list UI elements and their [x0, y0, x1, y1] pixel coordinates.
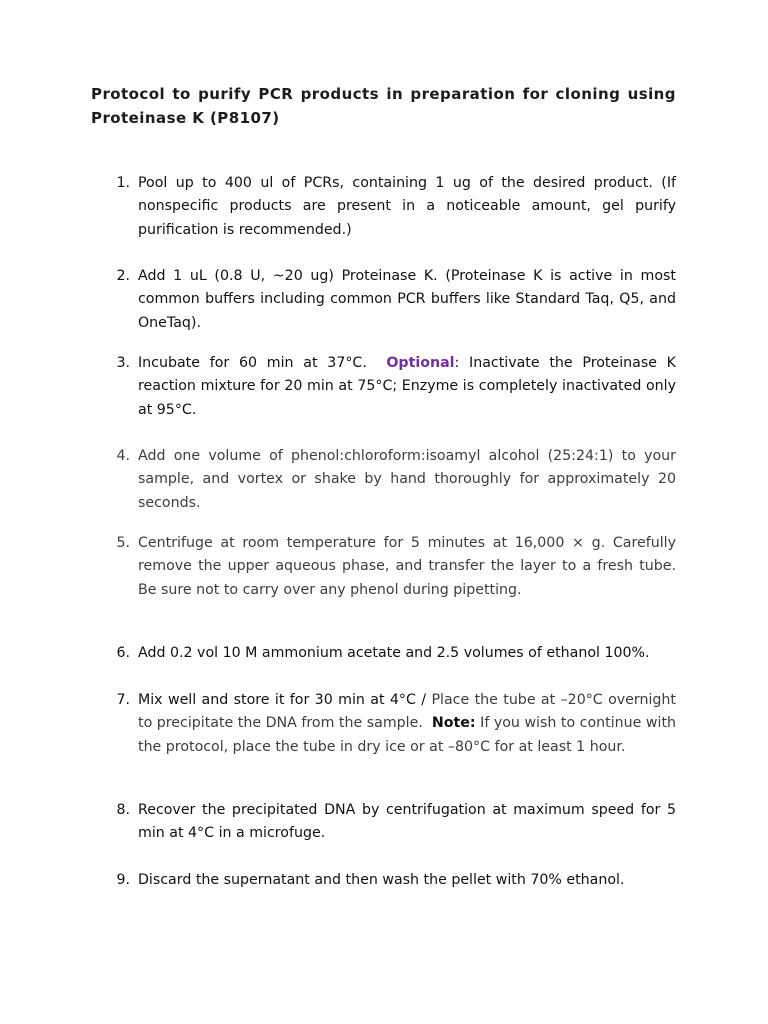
- step-number: 5.: [116, 535, 130, 551]
- note-label: Note:: [431, 715, 476, 732]
- step-text: [138, 352, 676, 422]
- step-number: 7.: [116, 692, 130, 708]
- step-number: 2.: [116, 268, 130, 284]
- note-text: If you wish to continue with the protocol, place the tube in dry ice or at –80°C for at least 1 hour.: [138, 715, 676, 755]
- step-text-continued: : Inactivate the Proteinase K reaction mixture for 20 min at 75°C; Enzyme is completely inactivated only at 95°C.: [138, 355, 676, 418]
- step-text: Pool up to 400 ul of PCRs, containing 1 ug of the desired product. (If nonspecific products are present in a noticeable amount, gel purify purification is recommended.): [138, 175, 676, 238]
- step-number: 1.: [116, 175, 130, 191]
- step-text: Recover the precipitated DNA by centrifugation at maximum speed for 5 min at 4°C in a microfuge.: [138, 802, 676, 842]
- step-text-main: Incubate for 60 min at 37°C.: [138, 355, 387, 371]
- step-text: Add 0.2 vol 10 M ammonium acetate and 2.5 volumes of ethanol 100%.: [138, 645, 650, 661]
- step-text: Add one volume of phenol:chloroform:isoamyl alcohol (25:24:1) to your sample, and vortex or shake by hand thoroughly for approximately 20 seconds.: [138, 448, 676, 511]
- step-number: 9.: [116, 872, 130, 888]
- optional-label: Optional: [386, 355, 455, 371]
- step-text-gray: Place the tube at –20°C overnight to precipitate the DNA from the sample.: [138, 692, 681, 732]
- step-text: Centrifuge at room temperature for 5 minutes at 16,000 × g. Carefully remove the upper aqueous phase, and transfer the layer to a fresh tube. Be sure not to carry over any phenol during pipetting.: [138, 535, 676, 598]
- step-text: [138, 689, 681, 759]
- step-text: Add 1 uL (0.8 U, ~20 ug) Proteinase K. (Proteinase K is active in most common buffers including common PCR buffers like Standard Taq, Q5, and OneTaq).: [138, 268, 676, 331]
- step-text: Discard the supernatant and then wash the pellet with 70% ethanol.: [138, 872, 625, 888]
- step-number: 8.: [116, 802, 130, 818]
- document-title: Protocol to purify PCR products in preparation for cloning using Proteinase K (P8107): [91, 85, 676, 127]
- step-text-main: Mix well and store it for 30 min at 4°C /: [138, 692, 432, 708]
- step-number: 3.: [116, 355, 130, 371]
- step-number: 6.: [116, 645, 130, 661]
- step-number: 4.: [116, 448, 130, 464]
